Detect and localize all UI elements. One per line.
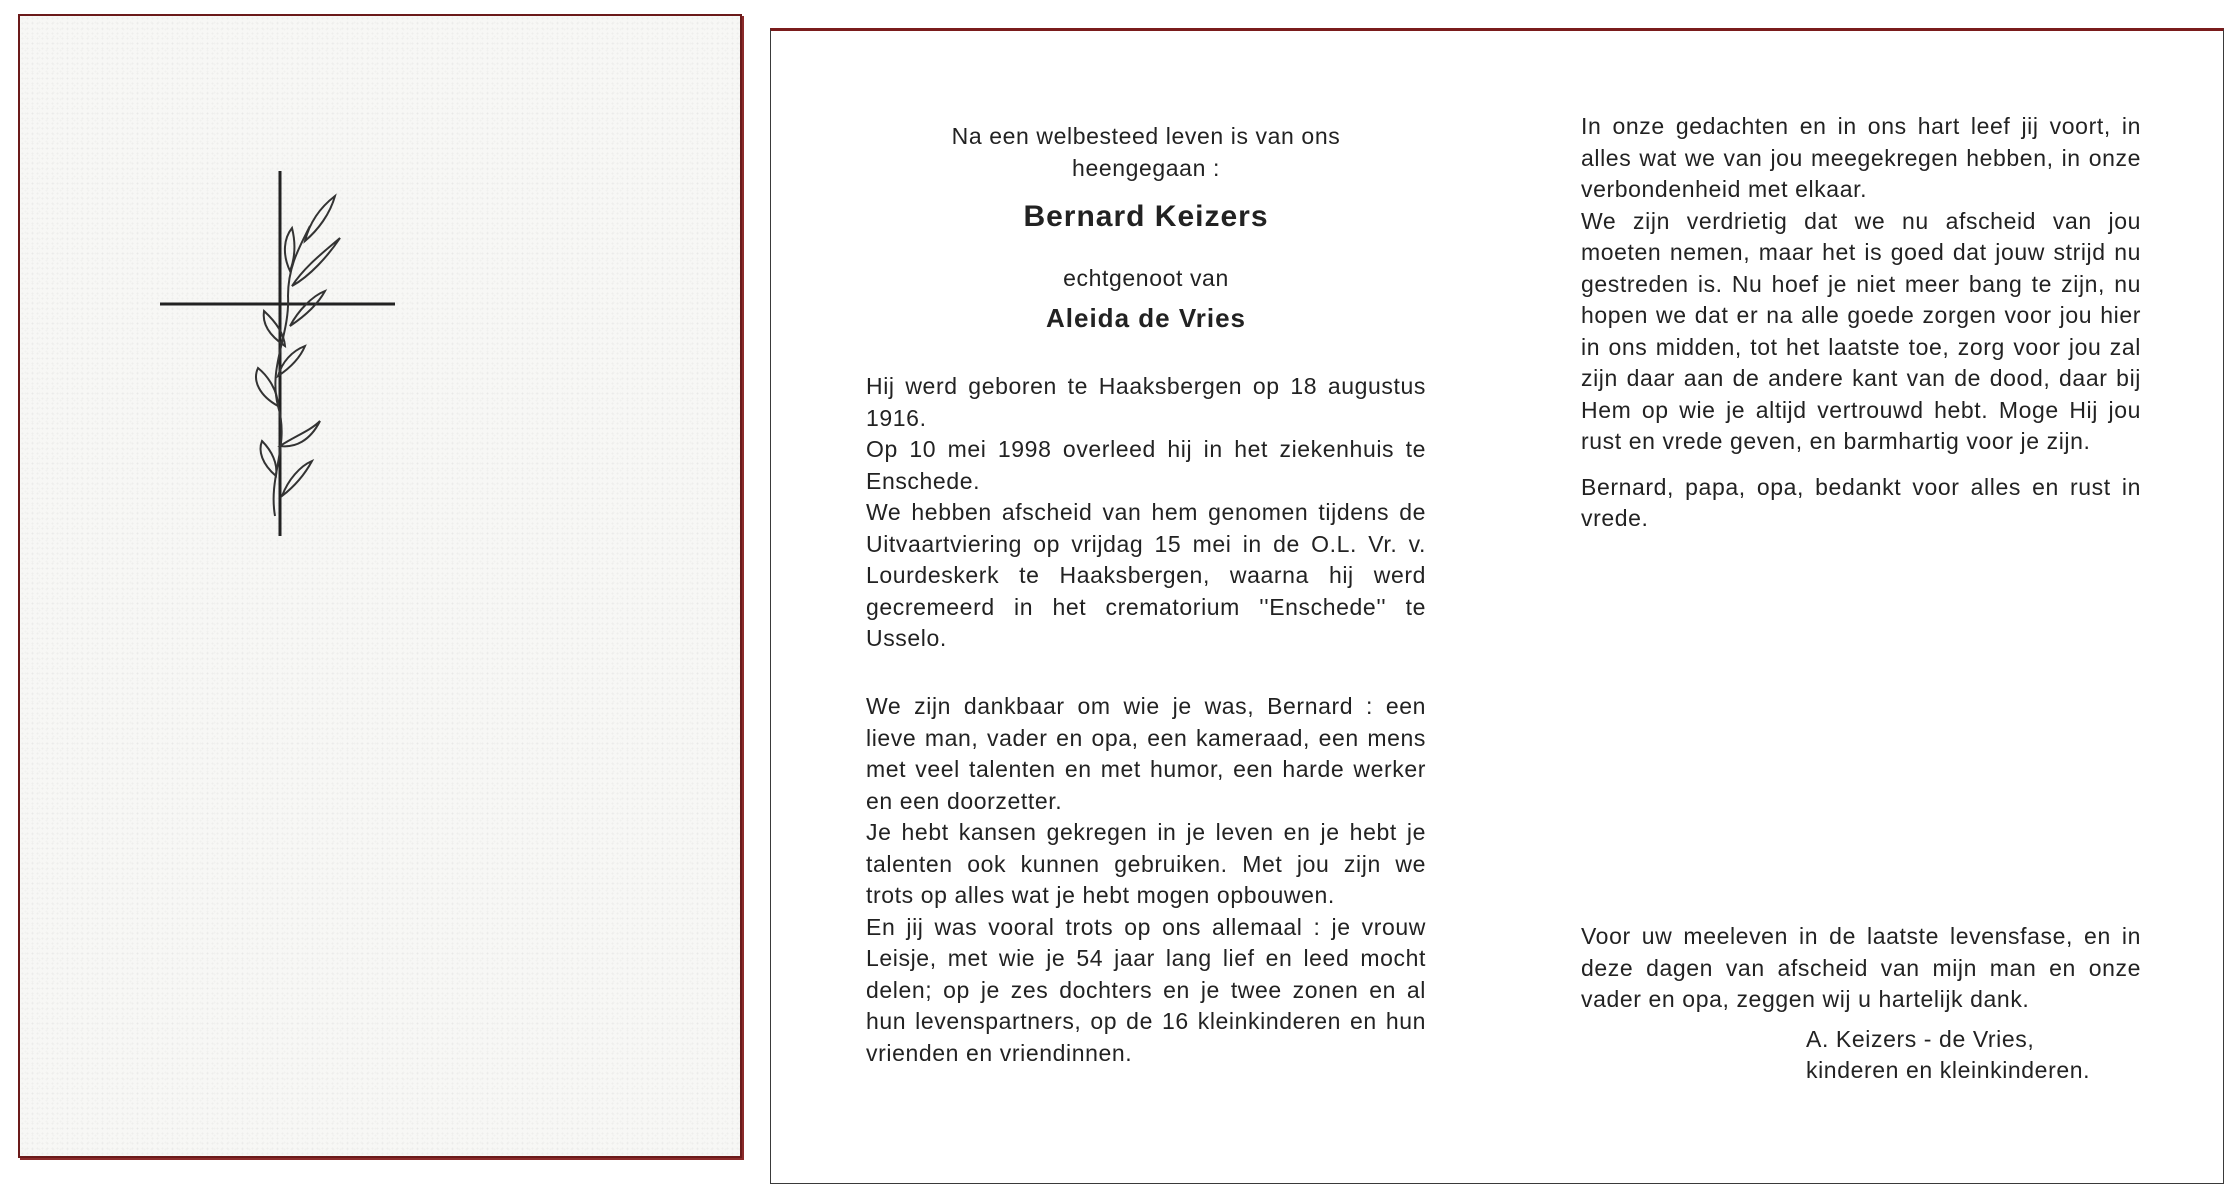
card-front bbox=[18, 14, 742, 1158]
birth-paragraph: Hij werd geboren te Haaksbergen op 18 augustus 1916. bbox=[866, 373, 1426, 431]
acknowledgement-paragraph: Voor uw meeleven in de laatste levensfase, en in deze dagen van afscheid van mijn man en onze vader en opa, zeggen wij u hartelijk dank. bbox=[1581, 923, 2141, 1012]
intro-text: Na een welbesteed leven is van ons heengegaan : bbox=[951, 123, 1341, 181]
thanks-paragraph: Bernard, papa, opa, bedankt voor alles en rust in vrede. bbox=[1581, 473, 2141, 531]
deceased-name: Bernard Keizers bbox=[1023, 200, 1269, 233]
tribute-block bbox=[866, 691, 1426, 1069]
signature-line-1: A. Keizers - de Vries, bbox=[1806, 1025, 2035, 1052]
funeral-paragraph: We hebben afscheid van hem genomen tijdens de Uitvaartviering op vrijdag 15 mei in de O.L. Vr. v. Lourdeskerk te Haaksbergen, waarna hij werd gecremeerd in het crematorium ''Enschede'' te Usselo. bbox=[866, 499, 1426, 651]
reflection-block bbox=[1581, 111, 2141, 535]
right-column bbox=[1581, 31, 2141, 1183]
gratitude-paragraph: We zijn dankbaar om wie je was, Bernard : een lieve man, vader en opa, een kameraad, een mens met veel talenten en met humor, een harde werker en een doorzetter. bbox=[866, 693, 1426, 814]
family-paragraph: En jij was vooral trots op ons allemaal : je vrouw Leisje, met wie je 54 jaar lang lief en leed mocht delen; op je zes dochters en je twee zonen en al hun levenspartners, op de 16 kleinkinderen en hun vrienden en vriendinnen. bbox=[866, 913, 1426, 1066]
acknowledgement-block bbox=[1581, 921, 2141, 1087]
card-inside bbox=[770, 28, 2224, 1184]
left-column bbox=[866, 31, 1426, 1183]
relation-text: echtgenoot van bbox=[1063, 265, 1229, 291]
memory-paragraph: In onze gedachten en in ons hart leef jij voort, in alles wat we van jou meegekregen hebben, in onze verbondenheid met elkaar. bbox=[1581, 113, 2141, 202]
spouse-name: Aleida de Vries bbox=[1046, 303, 1246, 333]
death-paragraph: Op 10 mei 1998 overleed hij in het ziekenhuis te Enschede. bbox=[866, 436, 1426, 494]
talents-paragraph: Je hebt kansen gekregen in je leven en je hebt je talenten ook kunnen gebruiken. Met jou zijn we trots op alles wat je hebt mogen opbouwen. bbox=[866, 819, 1426, 908]
farewell-paragraph: We zijn verdrietig dat we nu afscheid van jou moeten nemen, maar het is goed dat jouw strijd nu gestreden is. Nu hoef je niet meer bang te zijn, nu hopen we dat er na alle goede zorgen voor jou hier in ons midden, tot het laatste toe, zorg voor jou zal zijn daar aan de andere kant van de dood, daar bij Hem op wie je altijd vertrouwd hebt. Moge Hij jou rust en vrede geven, en barmhartig voor je zijn. bbox=[1581, 207, 2141, 454]
signature-line-2: kinderen en kleinkinderen. bbox=[1806, 1057, 2091, 1083]
cross-with-olive-branch-icon bbox=[140, 146, 420, 546]
biography-block bbox=[866, 371, 1426, 655]
